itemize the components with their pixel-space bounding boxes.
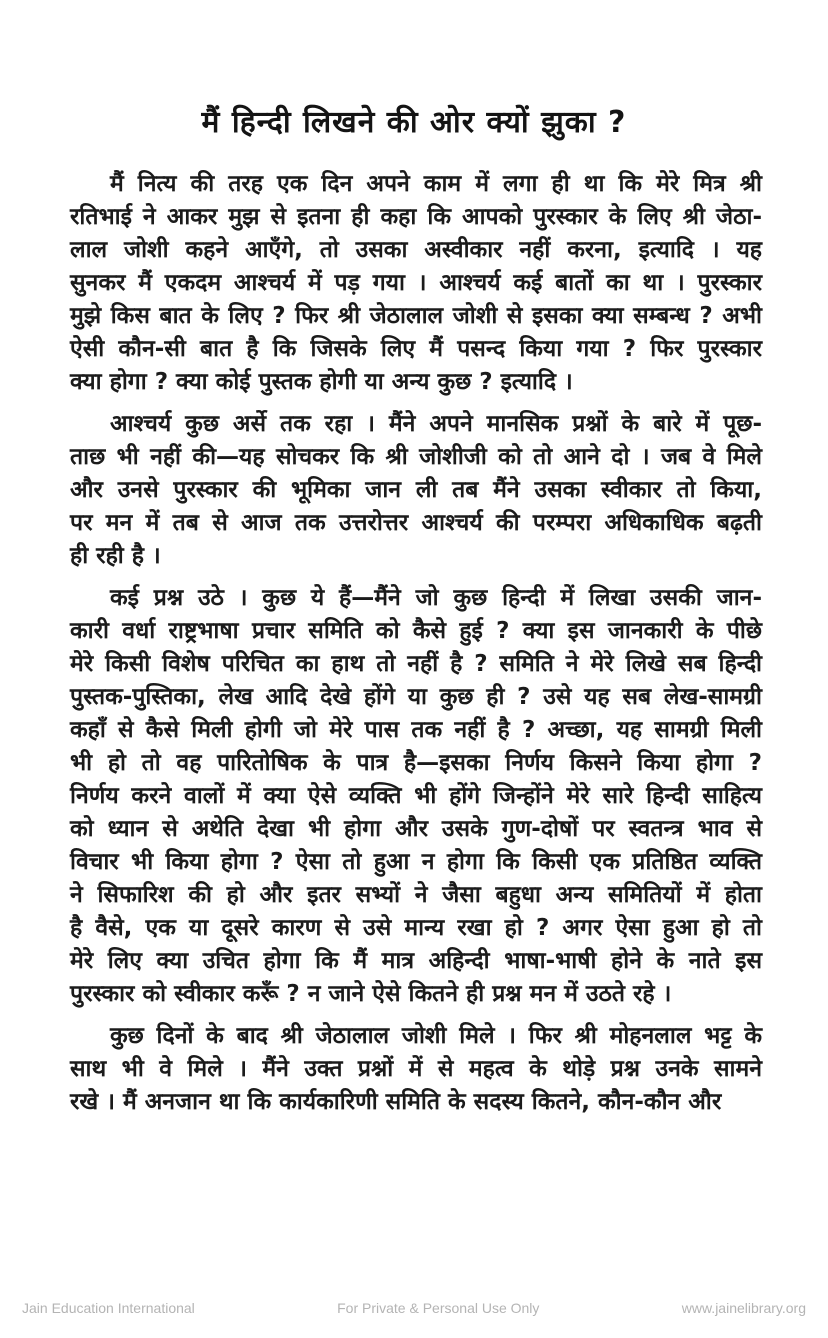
- text-line: मेरे लिए क्या उचित होगा कि मैं मात्र अहिन्दी भाषा-भाषी होने के नाते इस: [70, 948, 762, 974]
- paragraph: [70, 408, 762, 573]
- footer: [22, 1300, 806, 1316]
- text-line: कई प्रश्न उठे । कुछ ये हैं—मैंने जो कुछ हिन्दी में लिखा उसकी जान-: [110, 585, 762, 611]
- text-line: रतिभाई ने आकर मुझ से इतना ही कहा कि आपको पुरस्कार के लिए श्री जेठा-: [70, 204, 762, 230]
- paragraph: [70, 168, 762, 399]
- text-line: रखे । मैं अनजान था कि कार्यकारिणी समिति के सदस्य कितने, कौन-कौन और: [70, 1089, 722, 1115]
- text-line: और उनसे पुरस्कार की भूमिका जान ली तब मैंने उसका स्वीकार तो किया,: [70, 477, 762, 503]
- text-line: क्या होगा ? क्या कोई पुस्तक होगी या अन्य कुछ ? इत्यादि ।: [70, 369, 573, 395]
- footer-usage-notice: For Private & Personal Use Only: [337, 1300, 540, 1316]
- text-line: ऐसी कौन-सी बात है कि जिसके लिए मैं पसन्द किया गया ? फिर पुरस्कार: [70, 336, 762, 362]
- text-line: आश्चर्य कुछ अर्से तक रहा । मैंने अपने मानसिक प्रश्नों के बारे में पूछ-: [110, 411, 762, 437]
- text-line: विचार भी किया होगा ? ऐसा तो हुआ न होगा कि किसी एक प्रतिष्ठित व्यक्ति: [70, 849, 762, 875]
- footer-publisher: Jain Education International: [22, 1300, 195, 1316]
- text-line: है वैसे, एक या दूसरे कारण से उसे मान्य रखा हो ? अगर ऐसा हुआ हो तो: [70, 915, 762, 941]
- text-line: कारी वर्धा राष्ट्रभाषा प्रचार समिति को कैसे हुई ? क्या इस जानकारी के पीछे: [70, 618, 762, 644]
- text-line: को ध्यान से अथेति देखा भी होगा और उसके गुण-दोषों पर स्वतन्त्र भाव से: [70, 816, 762, 842]
- paragraph: [70, 1020, 762, 1119]
- text-line: ताछ भी नहीं की—यह सोचकर कि श्री जोशीजी को तो आने दो । जब वे मिले: [70, 444, 762, 470]
- footer-website: www.jainelibrary.org: [681, 1300, 806, 1316]
- text-line: साथ भी वे मिले । मैंने उक्त प्रश्नों में से महत्व के थोड़े प्रश्न उनके सामने: [70, 1056, 762, 1082]
- text-line: ही रही है ।: [70, 543, 161, 569]
- text-line: मैं नित्य की तरह एक दिन अपने काम में लगा ही था कि मेरे मित्र श्री: [110, 171, 762, 197]
- page-title: मैं हिन्दी लिखने की ओर क्यों झुका ?: [201, 105, 627, 140]
- text-line: मेरे किसी विशेष परिचित का हाथ तो नहीं है ? समिति ने मेरे लिखे सब हिन्दी: [70, 651, 762, 677]
- text-line: मुझे किस बात के लिए ? फिर श्री जेठालाल जोशी से इसका क्या सम्बन्ध ? अभी: [70, 303, 762, 329]
- text-line: भी हो तो वह पारितोषिक के पात्र है—इसका निर्णय किसने किया होगा ?: [70, 750, 762, 776]
- text-line: सुनकर मैं एकदम आश्चर्य में पड़ गया । आश्चर्य कई बातों का था । पुरस्कार: [70, 270, 762, 296]
- text-line: कहाँ से कैसे मिली होगी जो मेरे पास तक नहीं है ? अच्छा, यह सामग्री मिली: [70, 717, 762, 743]
- text-line: कुछ दिनों के बाद श्री जेठालाल जोशी मिले । फिर श्री मोहनलाल भट्ट के: [110, 1023, 762, 1049]
- text-line: लाल जोशी कहने आएँगे, तो उसका अस्वीकार नहीं करना, इत्यादि । यह: [70, 237, 762, 263]
- document-body: [70, 168, 762, 1128]
- paragraph: [70, 582, 762, 1011]
- text-line: पर मन में तब से आज तक उत्तरोत्तर आश्चर्य की परम्परा अधिकाधिक बढ़ती: [70, 510, 762, 536]
- text-line: ने सिफारिश की हो और इतर सभ्यों ने जैसा बहुधा अन्य समितियों में होता: [70, 882, 762, 908]
- text-line: पुरस्कार को स्वीकार करूँ ? न जाने ऐसे कितने ही प्रश्न मन में उठते रहे ।: [70, 981, 672, 1007]
- text-line: पुस्तक-पुस्तिका, लेख आदि देखे होंगे या कुछ ही ? उसे यह सब लेख-सामग्री: [70, 684, 762, 710]
- text-line: निर्णय करने वालों में क्या ऐसे व्यक्ति भी होंगे जिन्होंने मेरे सारे हिन्दी साहित्य: [70, 783, 762, 809]
